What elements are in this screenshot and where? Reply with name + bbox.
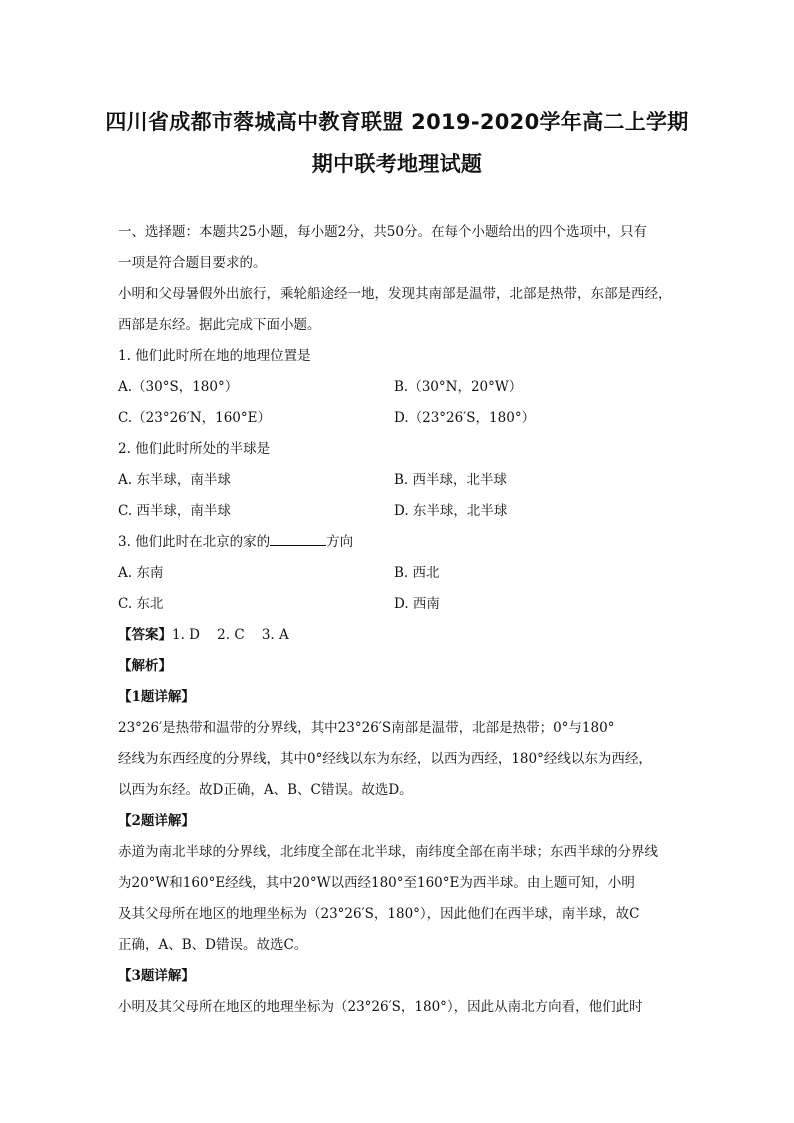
instructions-line-2: 一项是符合题目要求的。 <box>118 255 267 271</box>
question-2-options-row-2 <box>118 496 683 527</box>
section-3-label: 【3题详解】 <box>118 968 195 984</box>
question-3-stem <box>118 527 683 558</box>
section-2-line: 正确，A、B、D错误。故选C。 <box>118 937 308 953</box>
question-3-option-d: D. 西南 <box>394 596 440 612</box>
question-2-option-a: A. 东半球，南半球 <box>118 472 231 488</box>
question-3-option-a: A. 东南 <box>118 565 164 581</box>
section-3-line: 小明及其父母所在地区的地理坐标为（23°26′S，180°），因此从南北方向看，他们此时 <box>118 999 643 1015</box>
answer-text: 1. D 2. C 3. A <box>172 627 289 643</box>
question-1-option-c: C.（23°26′N，160°E） <box>118 410 271 426</box>
document-title-line-1: 四川省成都市蓉城高中教育联盟 2019-2020学年高二上学期 <box>105 110 689 134</box>
document-title-line-2: 期中联考地理试题 <box>311 152 483 176</box>
question-1-option-b: B.（30°N，20°W） <box>394 379 523 395</box>
analysis-label: 【解析】 <box>118 658 172 674</box>
question-3-stem-before: 3. 他们此时在北京的家的 <box>118 534 271 550</box>
section-2-line: 及其父母所在地区的地理坐标为（23°26′S，180°），因此他们在西半球，南半球，故C <box>118 906 640 922</box>
section-2-line: 为20°W和160°E经线，其中20°W以西经180°至160°E为西半球。由上题可知，小明 <box>118 875 635 891</box>
instructions-line-1: 一、选择题：本题共25小题，每小题2分，共50分。在每个小题给出的四个选项中，只有 <box>118 224 647 240</box>
question-1-options-row-2 <box>118 403 683 434</box>
answer-line <box>118 620 683 651</box>
section-2-line: 赤道为南北半球的分界线，北纬度全部在北半球，南纬度全部在南半球；东西半球的分界线 <box>118 844 658 860</box>
question-1-stem: 1. 他们此时所在地的地理位置是 <box>118 348 311 364</box>
question-3-options-row-1 <box>118 558 683 589</box>
section-2-label: 【2题详解】 <box>118 813 195 829</box>
passage-line-1: 小明和父母暑假外出旅行，乘轮船途经一地，发现其南部是温带，北部是热带，东部是西经， <box>118 286 672 302</box>
answer-label: 【答案】 <box>118 627 172 643</box>
question-2-options-row-1 <box>118 465 683 496</box>
passage-line-2: 西部是东经。据此完成下面小题。 <box>118 317 321 333</box>
question-1-option-a: A.（30°S，180°） <box>118 379 239 395</box>
question-2-option-d: D. 东半球，北半球 <box>394 503 508 519</box>
section-1-line: 23°26′是热带和温带的分界线，其中23°26′S南部是温带，北部是热带；0°与180° <box>118 720 615 736</box>
answer-blank <box>270 530 326 546</box>
question-3-stem-after: 方向 <box>326 534 354 550</box>
section-1-line: 经线为东西经度的分界线，其中0°经线以东为东经，以西为西经，180°经线以东为西经， <box>118 751 652 767</box>
question-2-option-b: B. 西半球，北半球 <box>394 472 508 488</box>
question-2-stem: 2. 他们此时所处的半球是 <box>118 441 271 457</box>
section-1-line: 以西为东经。故D正确，A、B、C错误。故选D。 <box>118 782 413 798</box>
section-1-label: 【1题详解】 <box>118 689 195 705</box>
question-2-option-c: C. 西半球，南半球 <box>118 503 231 519</box>
question-3-option-c: C. 东北 <box>118 596 164 612</box>
question-1-option-d: D.（23°26′S，180°） <box>394 410 536 426</box>
question-3-option-b: B. 西北 <box>394 565 440 581</box>
question-3-options-row-2 <box>118 589 683 620</box>
question-1-options-row-1 <box>118 372 683 403</box>
document-body <box>118 217 683 1023</box>
